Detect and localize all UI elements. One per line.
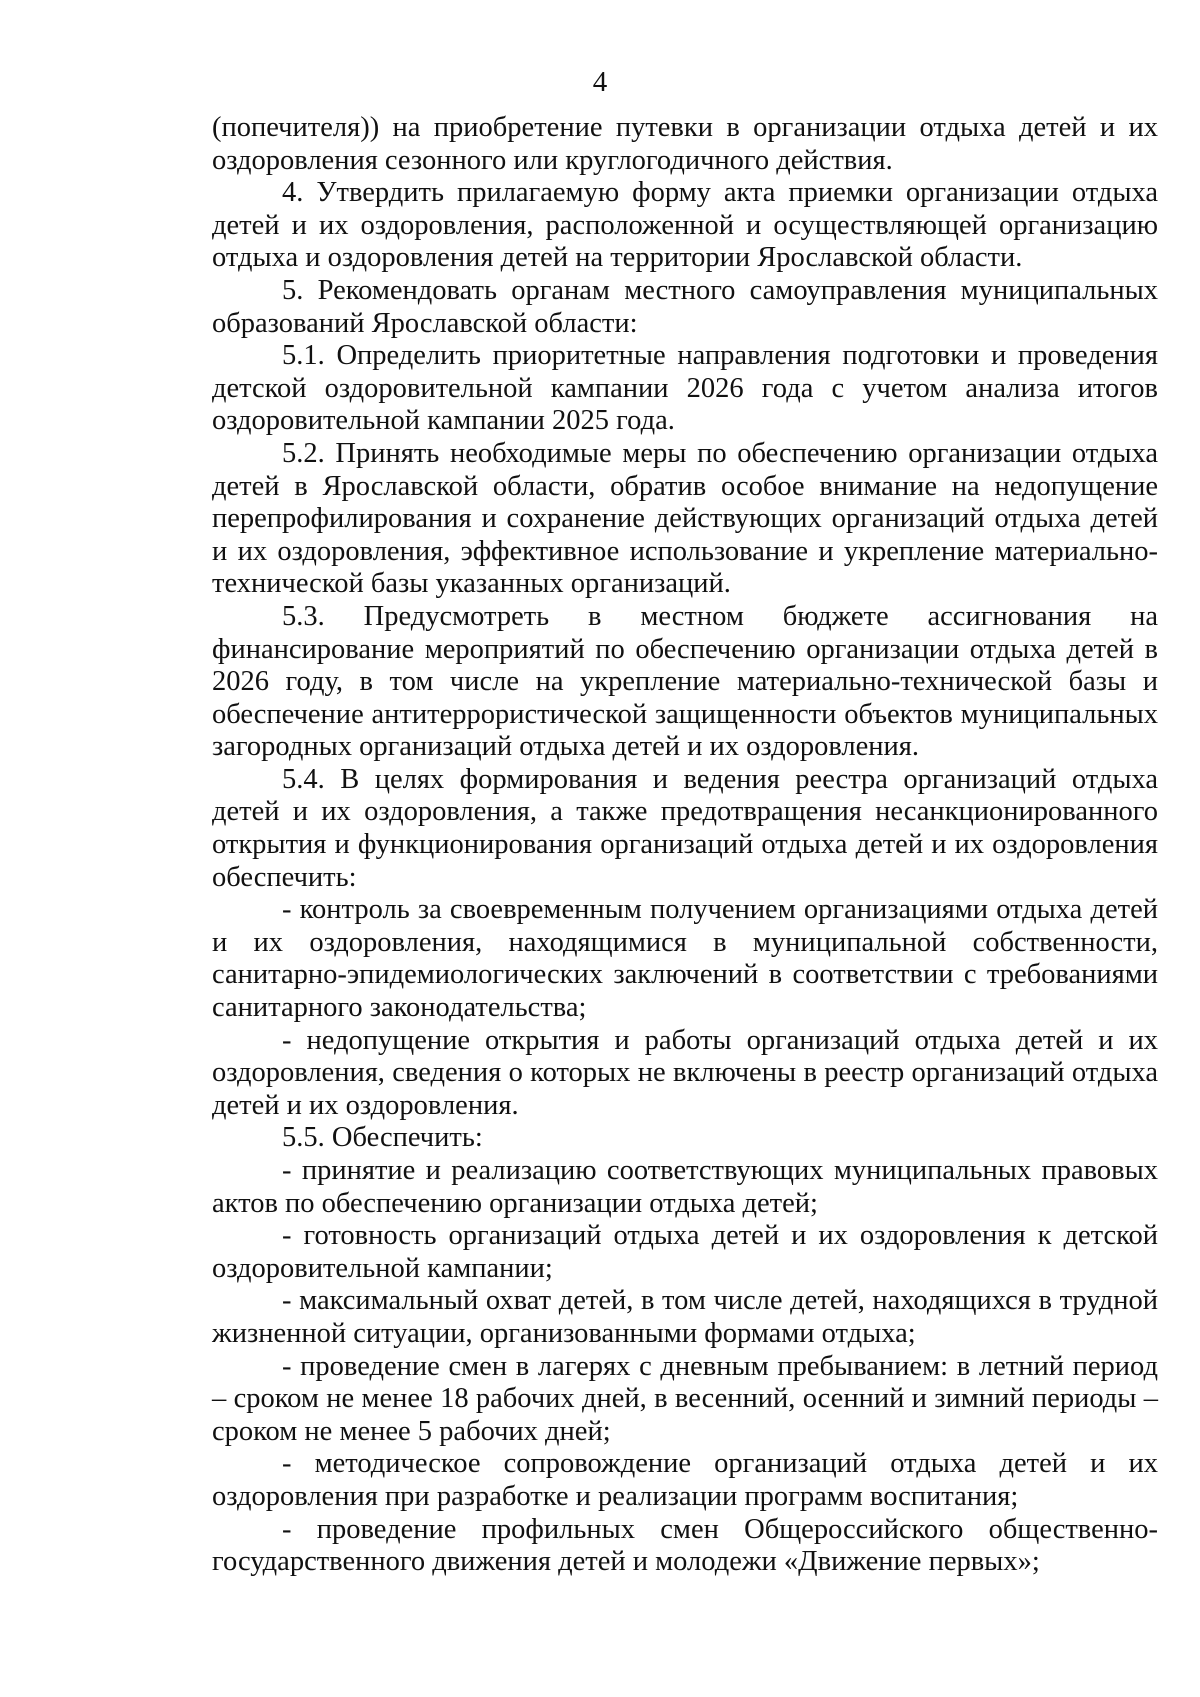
paragraph-item-5-3: 5.3. Предусмотреть в местном бюджете ассигнования на финансирование мероприятий по обеспечению организации отдыха детей в 2026 году, в том числе на укрепление материально-технической базы и обеспечение антитеррористической защищенности объектов муниципальных загородных организаций отдыха детей и их оздоровления. [212, 600, 1158, 763]
paragraph-item-5-2: 5.2. Принять необходимые меры по обеспечению организации отдыха детей в Ярославской области, обратив особое внимание на недопущение перепрофилирования и сохранение действующих организаций отдыха детей и их оздоровления, эффективное использование и укрепление материально-технической базы указанных организаций. [212, 437, 1158, 600]
document-body [212, 112, 1158, 1579]
paragraph-item-5-1: 5.1. Определить приоритетные направления подготовки и проведения детской оздоровительной кампании 2026 года с учетом анализа итогов оздоровительной кампании 2025 года. [212, 340, 1158, 437]
paragraph-item-4: 4. Утвердить прилагаемую форму акта приемки организации отдыха детей и их оздоровления, расположенной и осуществляющей организацию отдыха и оздоровления детей на территории Ярославской области. [212, 177, 1158, 274]
list-item-day-camps: - проведение смен в лагерях с дневным пребыванием: в летний период – сроком не менее 18 рабочих дней, в весенний, осенний и зимний периоды – сроком не менее 5 рабочих дней; [212, 1350, 1158, 1447]
page-number: 4 [592, 66, 608, 98]
list-item-control-conclusions: - контроль за своевременным получением организациями отдыха детей и их оздоровления, находящимися в муниципальной собственности, санитарно-эпидемиологических заключений в соответствии с требованиями санитарного законодательства; [212, 894, 1158, 1024]
paragraph-item-5: 5. Рекомендовать органам местного самоуправления муниципальных образований Ярославской области: [212, 274, 1158, 339]
paragraph-item-5-4: 5.4. В целях формирования и ведения реестра организаций отдыха детей и их оздоровления, а также предотвращения несанкционированного открытия и функционирования организаций отдыха детей и их оздоровления обеспечить: [212, 763, 1158, 893]
list-item-prevent-unregistered: - недопущение открытия и работы организаций отдыха детей и их оздоровления, сведения о которых не включены в реестр организаций отдыха детей и их оздоровления. [212, 1024, 1158, 1121]
paragraph-continuation: (попечителя)) на приобретение путевки в организации отдыха детей и их оздоровления сезонного или круглогодичного действия. [212, 112, 1158, 176]
list-item-readiness: - готовность организаций отдыха детей и их оздоровления к детской оздоровительной кампании; [212, 1220, 1158, 1284]
list-item-profile-shifts: - проведение профильных смен Общероссийского общественно-государственного движения детей и молодежи «Движение первых»; [212, 1513, 1158, 1578]
list-item-coverage: - максимальный охват детей, в том числе детей, находящихся в трудной жизненной ситуации, организованными формами отдыха; [212, 1285, 1158, 1349]
list-item-methodical-support: - методическое сопровождение организаций отдыха детей и их оздоровления при разработке и реализации программ воспитания; [212, 1448, 1158, 1512]
paragraph-item-5-5: 5.5. Обеспечить: [282, 1122, 483, 1154]
list-item-legal-acts: - принятие и реализацию соответствующих муниципальных правовых актов по обеспечению организации отдыха детей; [212, 1155, 1158, 1219]
